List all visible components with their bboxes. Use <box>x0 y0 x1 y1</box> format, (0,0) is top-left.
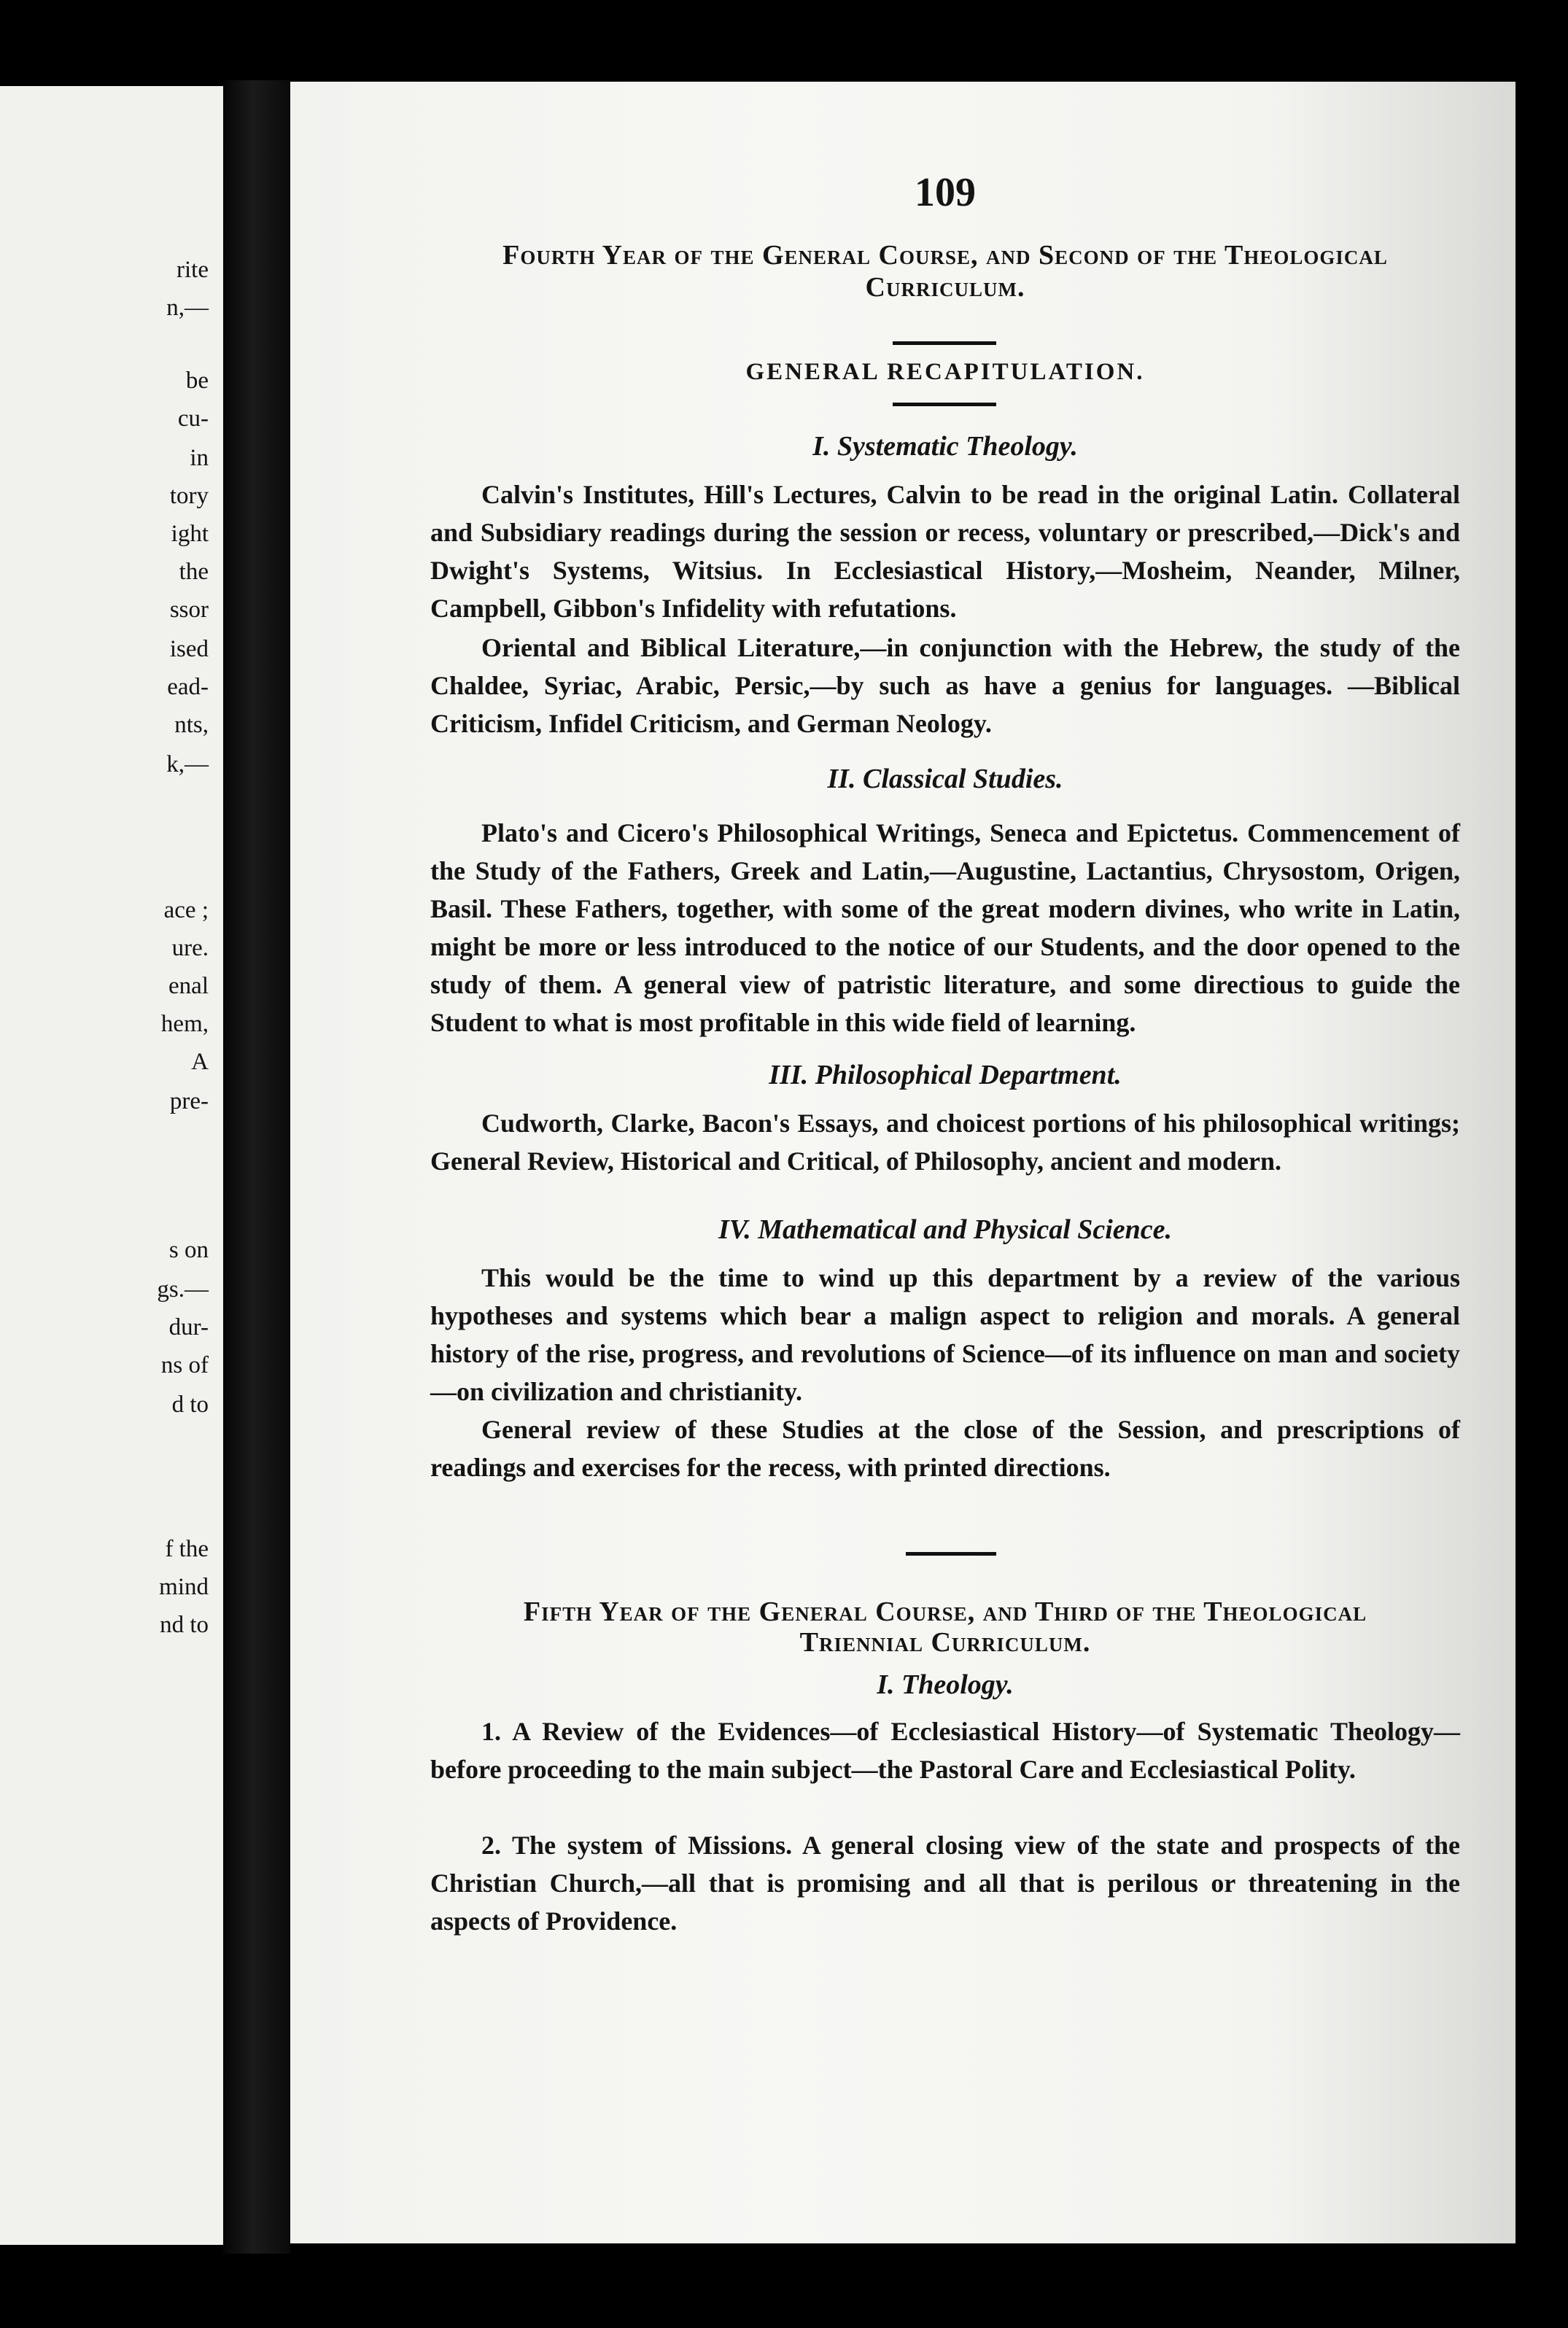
fragment-line: k,— <box>166 751 209 777</box>
paragraph: Calvin's Institutes, Hill's Lectures, Calvin to be read in the original Latin. Collateral and Subsidiary readings during the session or recess, voluntary or prescribed,—Dick's and Dwight's Systems, Witsius. In Ecclesiastical History,—Mosheim, Neander, Milner, Campbell, Gibbon's Infidelity with refutations. <box>430 480 1460 623</box>
fragment-line: mind <box>159 1574 209 1600</box>
section-heading-line: Fourth Year of the General Course, and Second of the Theological <box>502 240 1388 271</box>
divider-rule <box>893 403 996 406</box>
fragment-line: the <box>179 559 209 585</box>
fragment-line: f the <box>165 1536 209 1562</box>
fragment-line: ised <box>169 636 209 662</box>
fragment-line: ace ; <box>163 897 209 923</box>
subsection-title: I. Theology. <box>877 1669 1014 1700</box>
divider-rule <box>893 341 996 345</box>
fragment-line: enal <box>168 973 209 999</box>
fragment-line: d to <box>171 1392 209 1418</box>
fragment-line: cu- <box>177 406 209 432</box>
fragment-line: be <box>185 368 209 394</box>
paragraph: 1. A Review of the Evidences—of Ecclesiastical History—of Systematic Theology—before proceeding to the main subject—the Pastoral Care and Ecclesiastical Polity. <box>430 1717 1460 1784</box>
fragment-line: n,— <box>166 295 209 321</box>
previous-page-fragment <box>0 86 223 2245</box>
fragment-line: ns of <box>160 1352 209 1378</box>
subsection-title: II. Classical Studies. <box>827 764 1063 794</box>
fragment-line: nd to <box>160 1612 209 1638</box>
fragment-line: dur- <box>168 1314 209 1340</box>
section-heading-line: Curriculum. <box>865 272 1025 303</box>
book-page <box>290 82 1515 2243</box>
section-heading-line: Fifth Year of the General Course, and Third of the Theological <box>523 1596 1367 1627</box>
paragraph: Cudworth, Clarke, Bacon's Essays, and choicest portions of his philosophical writings; General Review, Historical and Critical, of Philosophy, ancient and modern. <box>430 1109 1460 1176</box>
fragment-line: hem, <box>160 1011 209 1037</box>
subsection-title: IV. Mathematical and Physical Science. <box>718 1214 1173 1245</box>
section-title: GENERAL RECAPITULATION. <box>745 359 1145 385</box>
page-number: 109 <box>915 170 976 215</box>
fragment-line: s on <box>168 1237 209 1263</box>
paragraph: 2. The system of Missions. A general closing view of the state and prospects of the Christian Church,—all that is promising and all that is perilous or threatening in the aspects of Providence. <box>430 1831 1460 1936</box>
fragment-line: in <box>190 445 209 471</box>
fragment-line: gs.— <box>157 1276 209 1303</box>
fragment-line: nts, <box>174 712 209 738</box>
fragment-line: ssor <box>169 597 209 623</box>
fragment-line: A <box>191 1049 209 1075</box>
paragraph: Plato's and Cicero's Philosophical Writings, Seneca and Epictetus. Commencement of the Study of the Fathers, Greek and Latin,—Augustine, Lactantius, Chrysostom, Origen, Basil. These Fathers, together, with some of the great modern divines, who write in Latin, might be more or less introduced to the notice of our Students, and the door opened to the study of them. A general view of patristic literature, and some directious to guide the Student to what is most profitable in this wide field of learning. <box>430 818 1460 1037</box>
subsection-title: III. Philosophical Department. <box>769 1060 1122 1090</box>
fragment-line: ight <box>171 521 209 547</box>
fragment-line: ure. <box>171 935 209 961</box>
fragment-line: tory <box>169 483 209 509</box>
paragraph: This would be the time to wind up this department by a review of the various hypotheses and systems which bear a malign aspect to religion and morals. A general history of the rise, progress, and revolutions of Science—of its influence on man and society—on civilization and christianity. <box>430 1263 1460 1406</box>
fragment-line: pre- <box>169 1088 209 1114</box>
paragraph: Oriental and Biblical Literature,—in conjunction with the Hebrew, the study of the Chaldee, Syriac, Arabic, Persic,—by such as have a genius for languages. —Biblical Criticism, Infidel Criticism, and German Neology. <box>430 633 1460 738</box>
fragment-line: rite <box>176 257 209 283</box>
divider-rule <box>906 1552 996 1556</box>
section-heading-line: Triennial Curriculum. <box>799 1627 1091 1658</box>
fragment-line: ead- <box>167 674 209 700</box>
book-gutter <box>223 80 290 2254</box>
subsection-title: I. Systematic Theology. <box>812 431 1078 462</box>
paragraph: General review of these Studies at the close of the Session, and prescriptions of readings and exercises for the recess, with printed directions. <box>430 1415 1460 1482</box>
